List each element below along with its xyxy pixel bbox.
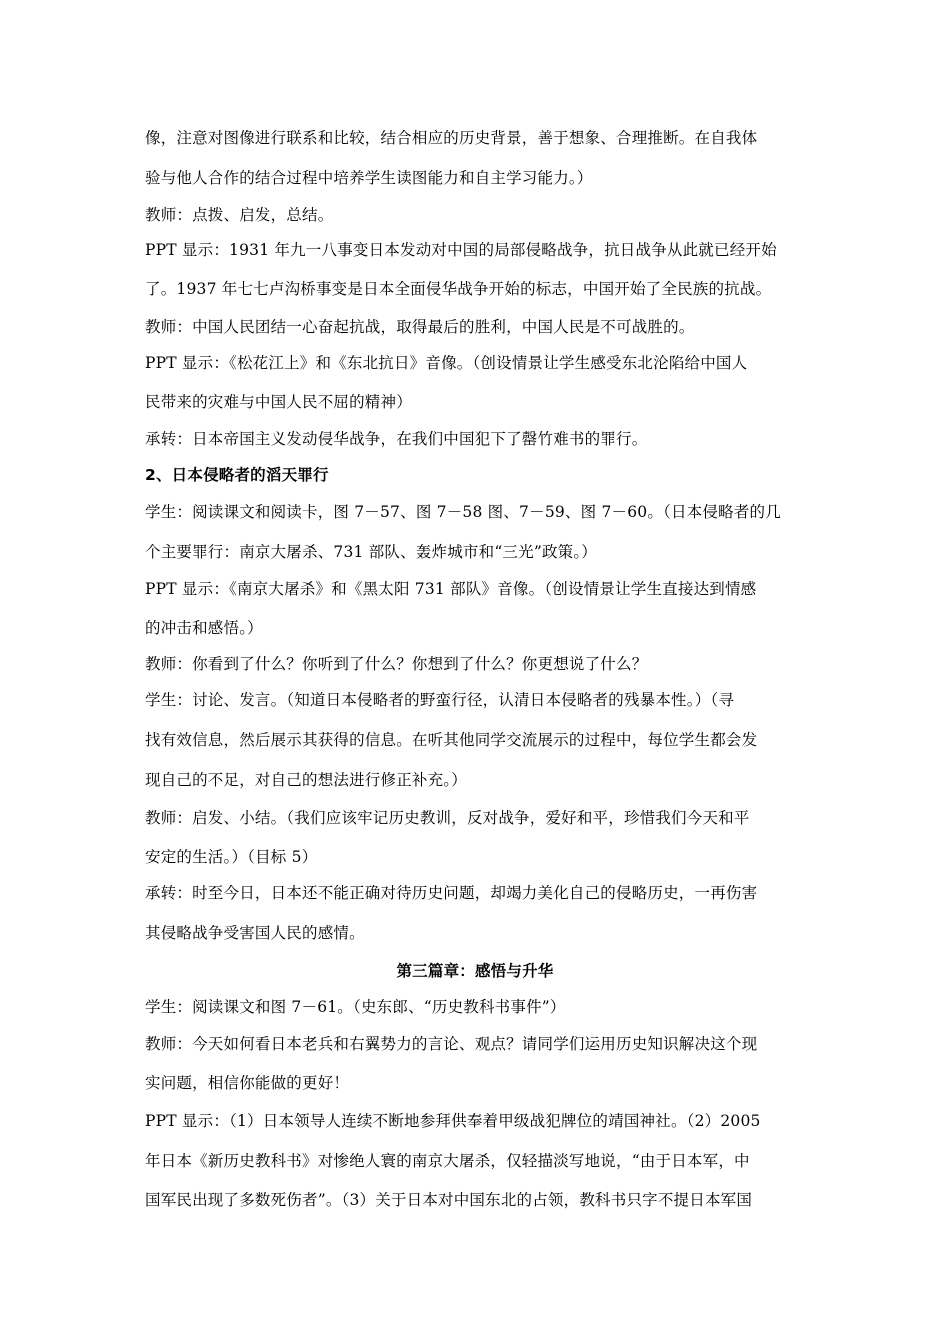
text-line: 安定的生活。）（目标 5） bbox=[145, 848, 318, 866]
text-line: PPT 显示：《南京大屠杀》和《黑太阳 731 部队》音像。（创设情景让学生直接达到情感 bbox=[145, 580, 757, 598]
text-line: 实问题，相信你能做的更好！ bbox=[145, 1074, 350, 1092]
text-line: 国军民出现了多数死伤者”。（3）关于日本对中国东北的占领，教科书只字不提日本军国 bbox=[145, 1191, 753, 1209]
text-line: PPT 显示：《松花江上》和《东北抗日》音像。（创设情景让学生感受东北沦陷给中国人 bbox=[145, 354, 748, 372]
text-line: 像，注意对图像进行联系和比较，结合相应的历史背景，善于想象、合理推断。在自我体 bbox=[145, 129, 758, 147]
text-line: 教师：点拨、启发，总结。 bbox=[145, 206, 334, 224]
section-heading: 2、日本侵略者的滔天罪行 bbox=[145, 466, 329, 484]
text-line: 验与他人合作的结合过程中培养学生读图能力和自主学习能力。） bbox=[145, 169, 593, 187]
text-line: 学生：阅读课文和阅读卡，图 7－57、图 7－58 图、7－59、图 7－60。（日本侵略者的几 bbox=[145, 503, 781, 521]
text-line: 找有效信息，然后展示其获得的信息。在听其他同学交流展示的过程中，每位学生都会发 bbox=[145, 731, 758, 749]
text-line: 学生：阅读课文和图 7－61。（史东郎、“历史教科书事件”） bbox=[145, 998, 566, 1016]
text-line: 学生：讨论、发言。（知道日本侵略者的野蛮行径，认清日本侵略者的残暴本性。）（寻 bbox=[145, 691, 735, 709]
text-line: 个主要罪行：南京大屠杀、731 部队、轰炸城市和“三光”政策。） bbox=[145, 543, 598, 561]
text-line: 承转：时至今日，日本还不能正确对待历史问题，却竭力美化自己的侵略历史，一再伤害 bbox=[145, 884, 758, 902]
text-line: 教师：你看到了什么？你听到了什么？你想到了什么？你更想说了什么？ bbox=[145, 655, 648, 673]
text-line: 年日本《新历史教科书》对惨绝人寰的南京大屠杀，仅轻描淡写地说，“由于日本军，中 bbox=[145, 1152, 750, 1170]
text-line: 教师：中国人民团结一心奋起抗战，取得最后的胜利，中国人民是不可战胜的。 bbox=[145, 318, 695, 336]
text-line: 的冲击和感悟。） bbox=[145, 619, 263, 637]
text-line: 承转：日本帝国主义发动侵华战争，在我们中国犯下了罄竹难书的罪行。 bbox=[145, 430, 648, 448]
text-line: 教师：启发、小结。（我们应该牢记历史教训，反对战争，爱好和平，珍惜我们今天和平 bbox=[145, 809, 750, 827]
text-line: 其侵略战争受害国人民的感情。 bbox=[145, 924, 365, 942]
text-line: 教师：今天如何看日本老兵和右翼势力的言论、观点？请同学们运用历史知识解决这个现 bbox=[145, 1035, 758, 1053]
text-line: 了。1937 年七七卢沟桥事变是日本全面侵华战争开始的标志，中国开始了全民族的抗战。 bbox=[145, 280, 772, 298]
text-line: 民带来的灾难与中国人民不屈的精神） bbox=[145, 393, 412, 411]
text-line: PPT 显示：（1）日本领导人连续不断地参拜供奉着甲级战犯牌位的靖国神社。（2）2005 bbox=[145, 1112, 761, 1130]
text-line: 现自己的不足，对自己的想法进行修正补充。） bbox=[145, 771, 467, 789]
text-line: PPT 显示：1931 年九一八事变日本发动对中国的局部侵略战争，抗日战争从此就已经开始 bbox=[145, 241, 777, 259]
chapter-heading: 第三篇章：感悟与升华 bbox=[396, 962, 554, 980]
